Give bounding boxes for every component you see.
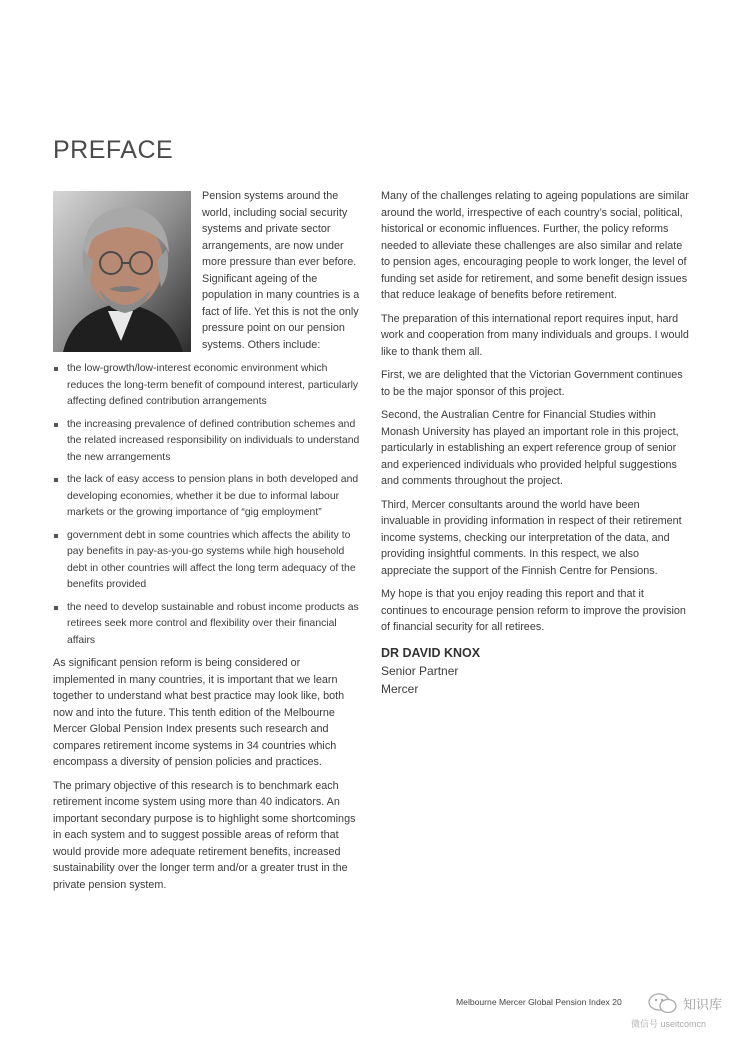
list-item: government debt in some countries which affects the ability to pay benefits in pay-as-you-go systems while high household debt in other countries will affect the long term adequacy of the benefits provided	[53, 528, 364, 594]
watermark-title: 知识库	[683, 997, 723, 1012]
body-paragraph: Third, Mercer consultants around the world have been invaluable in providing information in respect of their retirement income systems, checking our interpretation of the data, and providing insightful comments. In this respect, we also appreciate the support of the Finnish Centre for Pensions.	[381, 498, 682, 577]
list-item: the need to develop sustainable and robust income products as retirees seek more control and flexibility over their financial affairs	[53, 600, 364, 650]
signature-company: Mercer	[381, 681, 419, 696]
bullet-square-icon	[54, 534, 58, 538]
wechat-icon	[648, 992, 678, 1014]
body-paragraph: Many of the challenges relating to ageing populations are similar around the world, irrespective of each country’s social, political, historical or economic influences. Further, the policy reforms needed to alleviate these challenges are also similar and relate to pension ages, encouraging people to work longer, the level of funding set aside for retirement, and some benefit design issues that reduce leakage of benefits before retirement.	[381, 190, 689, 301]
bullet-square-icon	[54, 423, 58, 427]
bullet-square-icon	[54, 606, 58, 610]
signature-name: DR DAVID KNOX	[381, 645, 481, 660]
list-item: the increasing prevalence of defined contribution schemes and the related increased responsibility on individuals to understand the new arrangements	[53, 417, 364, 467]
bullet-square-icon	[54, 367, 58, 371]
signature-role: Senior Partner	[381, 663, 459, 678]
watermark-id: 微信号 useitcomcn	[631, 1019, 707, 1029]
body-paragraph: The primary objective of this research is to benchmark each retirement income system using more than 40 indicators. An important secondary purpose is to highlight some shortcomings in each system and to suggest possible areas of reform that would provide more adequate retirement benefits, increased sustainability over the longer term and/or a greater trust in the private pension system.	[53, 779, 356, 891]
page-title: PREFACE	[53, 136, 174, 164]
body-paragraph: First, we are delighted that the Victorian Government continues to be the major sponsor of this project.	[381, 369, 683, 398]
left-column	[53, 188, 364, 900]
list-item: the low-growth/low-interest economic environment which reduces the long-term benefit of compound interest, particularly affecting defined contribution arrangements	[53, 361, 364, 411]
page-footer: Melbourne Mercer Global Pension Index 20	[456, 997, 622, 1007]
right-column	[381, 188, 691, 698]
watermark	[628, 990, 740, 1030]
pressure-points-list	[53, 361, 364, 649]
body-paragraph: As significant pension reform is being considered or implemented in many countries, it is important that we learn together to understand what best practice may look like, both now and into the future. This tenth edition of the Melbourne Mercer Global Pension Index presents such research and compares retirement income systems in 34 countries which encompass a diversity of pension policies and practices.	[53, 657, 345, 768]
intro-paragraph: Pension systems around the world, including social security systems and private sector arrangements, are now under more pressure than ever before. Significant ageing of the population in many countries is a fact of life. Yet this is not the only pressure point on our pension systems. Others include:	[202, 190, 360, 351]
body-paragraph: My hope is that you enjoy reading this report and that it continues to encourage pension reform to improve the provision of financial security for all retirees.	[381, 588, 686, 633]
list-item: the lack of easy access to pension plans in both developed and developing economies, whether it be due to informal labour markets or the growing importance of “gig employment”	[53, 472, 364, 522]
bullet-square-icon	[54, 478, 58, 482]
body-paragraph: Second, the Australian Centre for Financial Studies within Monash University has played an important role in this project, particularly in establishing an expert reference group of senior and experienced individuals who provided helpful suggestions and comments throughout the project.	[381, 409, 679, 487]
body-paragraph: The preparation of this international report requires input, hard work and cooperation from many individuals and groups. I would like to thank them all.	[381, 312, 689, 358]
